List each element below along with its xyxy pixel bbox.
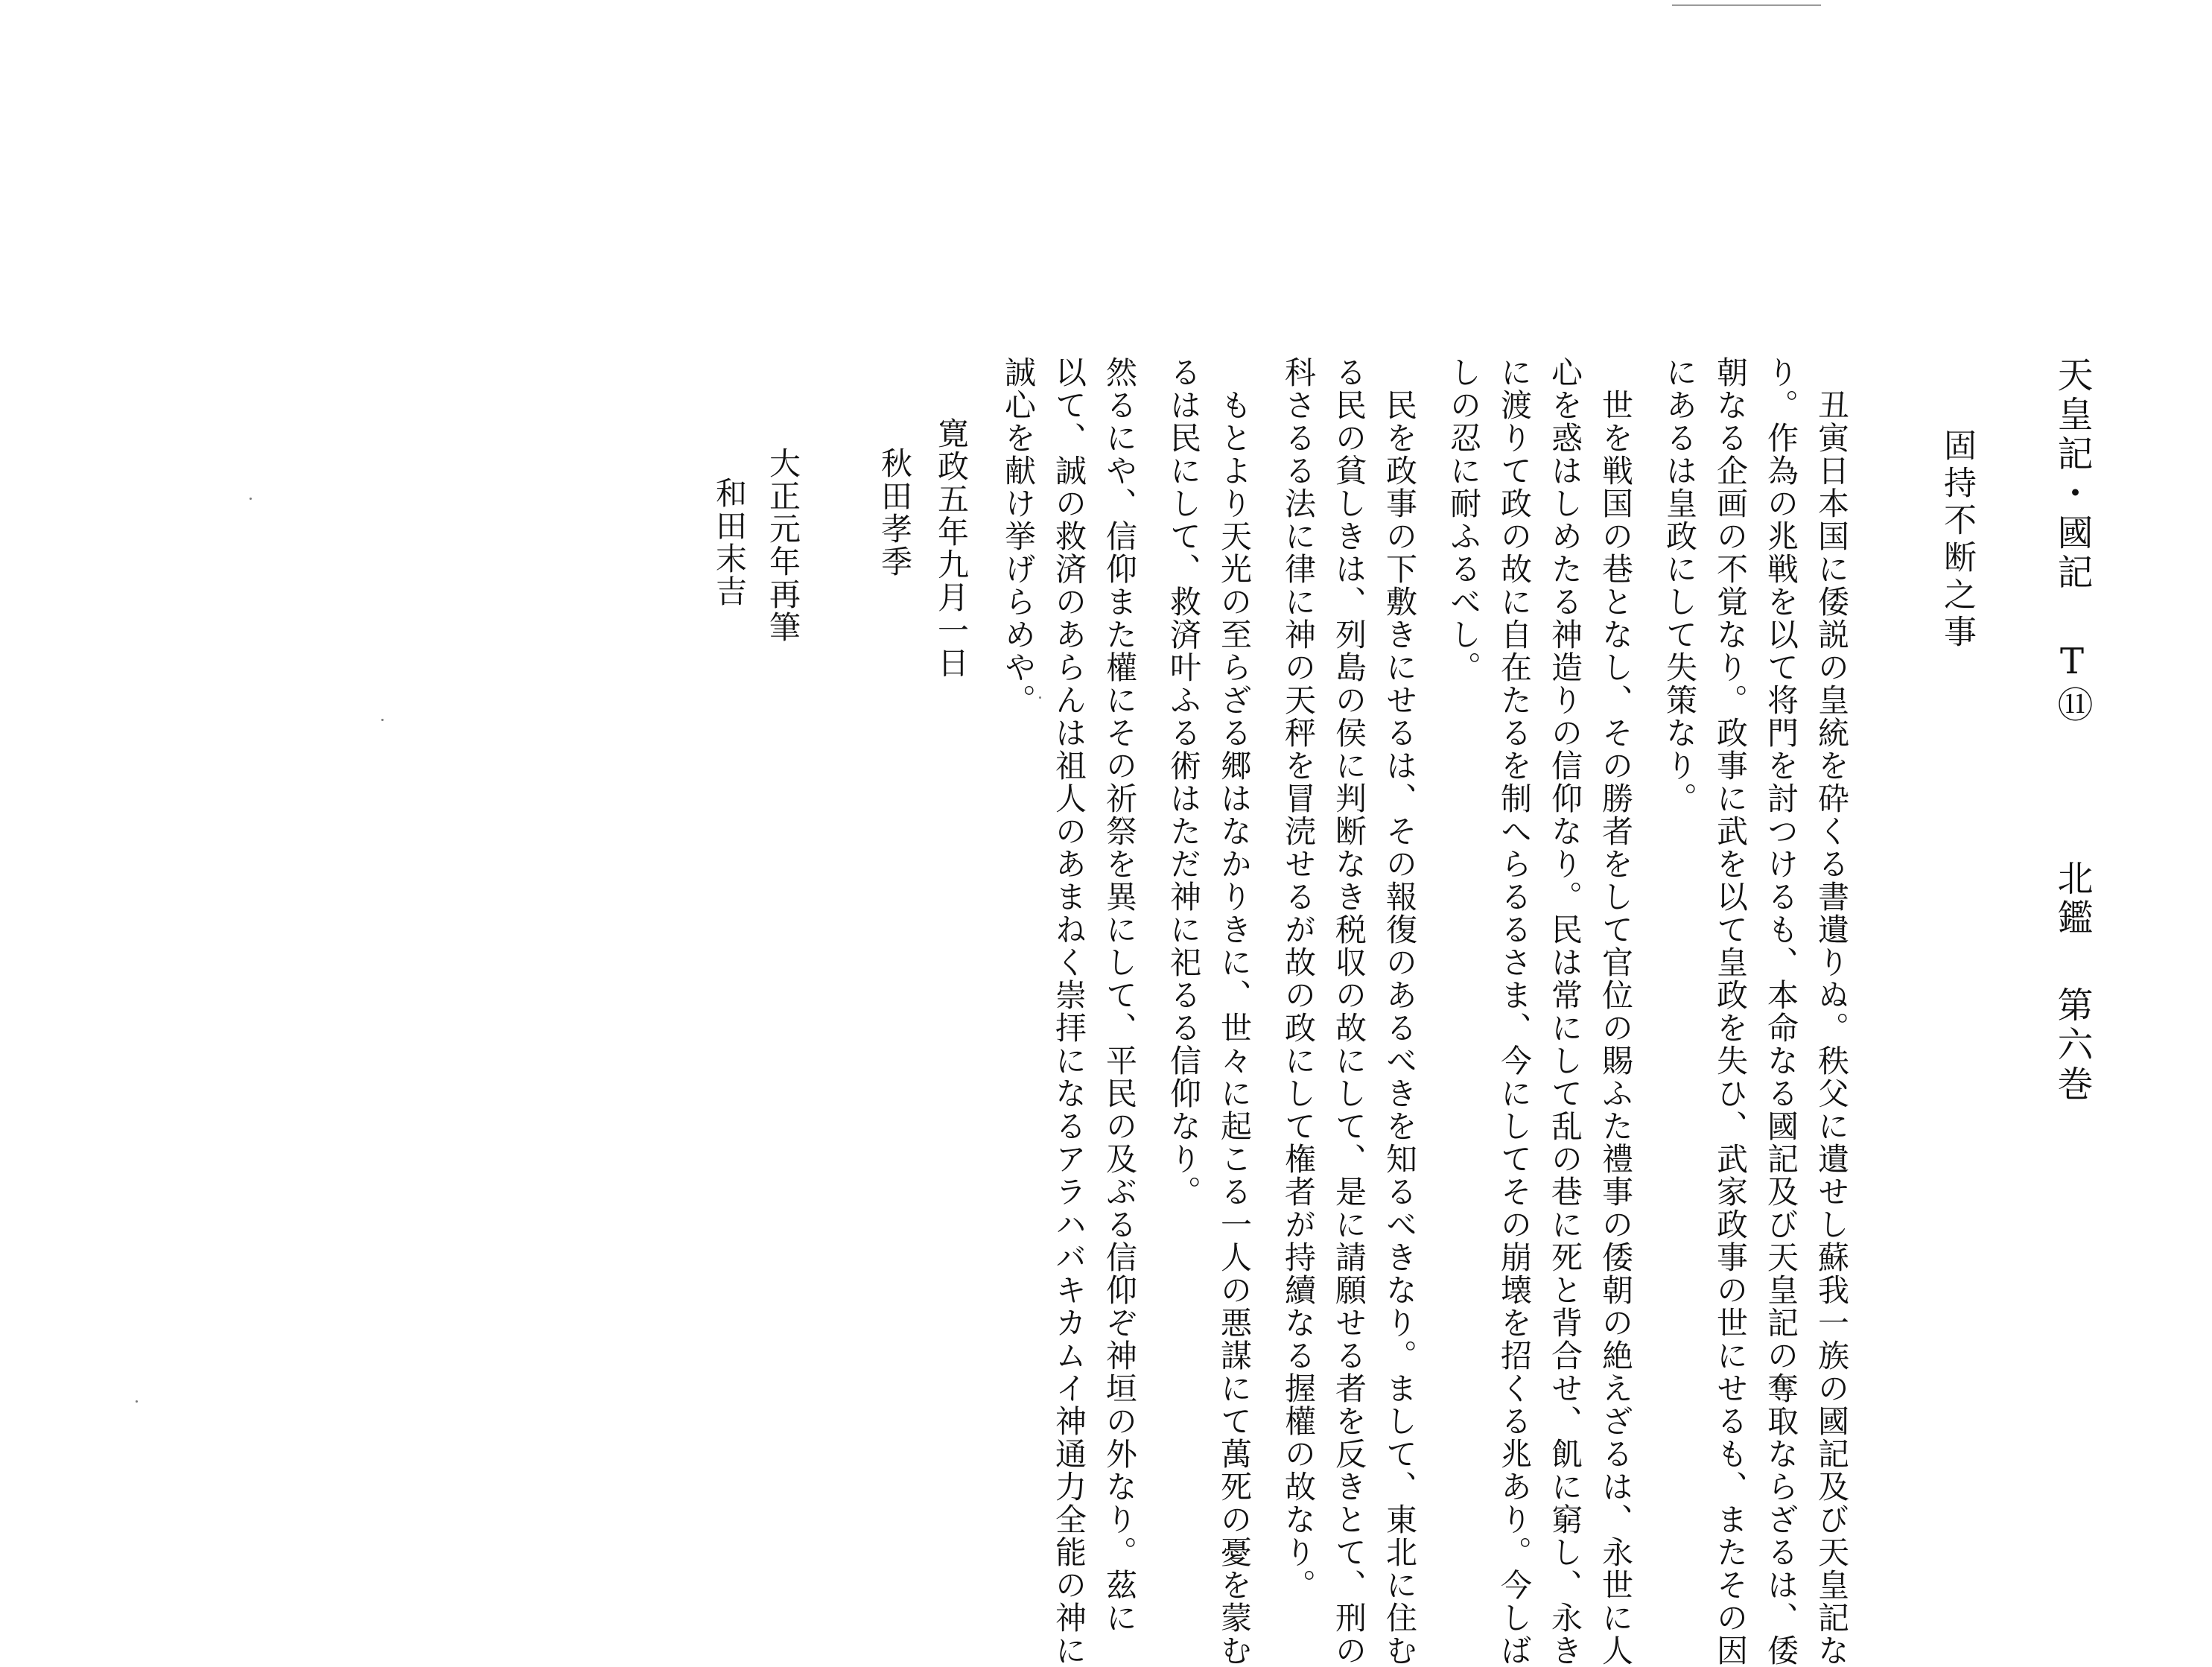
section-title: 固持不断之事 — [1938, 428, 1976, 652]
body-line: にあるは皇政にして失策なり。 — [1662, 356, 1698, 815]
scan-speck — [381, 719, 384, 721]
body-line: 科さるる法に律に神の天秤を冒涜せるが故の政にして権者が持續なる握權の故なり。 — [1280, 356, 1317, 1601]
body-line: 心を惑はしめたる神造りの信仰なり。民は常にして乱の巷に死と背合せ、飢に窮し、永き — [1547, 356, 1583, 1667]
body-line: 世を戦国の巷となし、その勝者をして官位の賜ふた禮事の倭朝の絶えざるは、永世に人 — [1598, 389, 1634, 1667]
body-line: しの忍に耐ふるべし。 — [1446, 356, 1482, 684]
scan-speck — [1039, 696, 1041, 699]
colophon-copyist: 和田末吉 — [711, 477, 748, 608]
scan-speck — [250, 498, 252, 500]
body-line: に渡りて政の故に自在たるを制へらるるさま、今にしてその崩壊を招くる兆あり。今しば — [1496, 356, 1533, 1667]
body-line: 以て、誠の救済のあらんは祖人のあまねく崇拝になるアラハバキカムイ神通力全能の神に — [1051, 356, 1087, 1667]
header-book-title: 天皇記・國記 — [2051, 356, 2093, 593]
colophon-date: 寛政五年九月一日 — [933, 417, 970, 679]
body-line: る民の貧しきは、列島の侯に判断なき税収の故にして、是に請願せる者を反きとて、刑の — [1331, 356, 1367, 1667]
body-line: 丑寅日本国に倭説の皇統を砕くる書遺りぬ。秩父に遺せし蘇我一族の國記及び天皇記な — [1814, 389, 1850, 1667]
body-line: 誠心を献け挙げらめや。 — [1000, 356, 1037, 717]
body-line: もとより天光の至らざる郷はなかりきに、世々に起こる一人の悪謀にて萬死の憂を蒙む — [1216, 389, 1253, 1667]
scan-speck — [136, 1400, 138, 1403]
body-line: り。作為の兆戦を以て将門を討つけるも、本命なる國記及び天皇記の奪取ならざるは、倭 — [1763, 356, 1799, 1667]
page-header — [2051, 356, 2093, 1105]
body-line: 民を政事の下敷きにせるは、その報復のあるべきを知るべきなり。まして、東北に住む — [1382, 389, 1418, 1667]
colophon-author: 秋田孝季 — [877, 447, 913, 578]
header-code: T⑪ — [2051, 641, 2093, 725]
body-line: るは民にして、救済叶ふる術はただ神に祀るる信仰なり。 — [1166, 356, 1202, 1208]
colophon-recopy-date: 大正元年再筆 — [765, 447, 801, 644]
header-series: 北鑑 — [2051, 860, 2093, 939]
body-line: 朝なる企画の不覚なり。政事に武を以て皇政を失ひ、武家政事の世にせるも、またその因 — [1712, 356, 1749, 1667]
scan-artifact-line — [1672, 4, 1821, 6]
header-volume: 第六巻 — [2051, 986, 2093, 1105]
body-line: 然るにや、信仰また權にその祈祭を異にして、平民の及ぶる信仰ぞ神垣の外なり。茲に — [1102, 356, 1138, 1634]
